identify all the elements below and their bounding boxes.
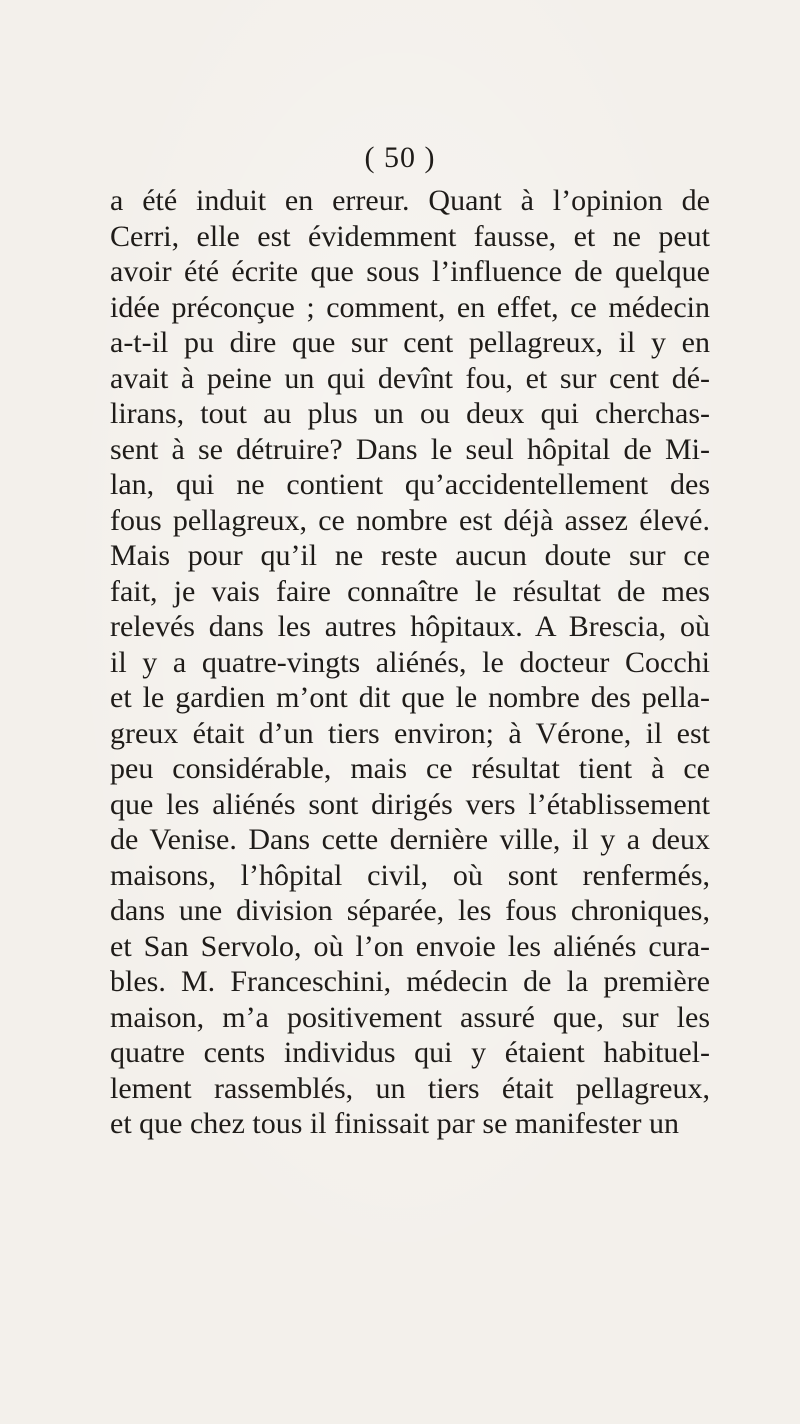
- text-line: quatre cents individus qui y étaient habituel-: [110, 1036, 710, 1069]
- text-line: avait à peine un qui devînt fou, et sur cent dé-: [110, 361, 710, 395]
- text-line: fous pellagreux, ce nombre est déjà assez élevé.: [110, 503, 710, 537]
- text-line: et le gardien m’ont dit que le nombre des pella-: [110, 681, 710, 714]
- text-line: de Venise. Dans cette dernière ville, il y a deux: [110, 823, 710, 856]
- text-line: dans une division séparée, les fous chroniques,: [110, 894, 710, 927]
- text-line: et que chez tous il finissait par se manifester un: [110, 1107, 679, 1140]
- text-line: fait, je vais faire connaître le résultat de mes: [110, 574, 710, 608]
- text-line: avoir été écrite que sous l’influence de quelque: [110, 255, 710, 288]
- text-line: lan, qui ne contient qu’accidentellement des: [110, 468, 710, 501]
- text-line: Cerri, elle est évidemment fausse, et ne peut: [110, 219, 710, 253]
- body-text: [110, 183, 710, 1142]
- text-line: bles. M. Franceschini, médecin de la première: [110, 965, 710, 998]
- text-line: idée préconçue ; comment, en effet, ce médecin: [110, 290, 710, 324]
- text-line: et San Servolo, où l’on envoie les aliénés cura-: [110, 929, 710, 963]
- text-line: Mais pour qu’il ne reste aucun doute sur ce: [110, 539, 710, 572]
- text-line: a été induit en erreur. Quant à l’opinion de: [110, 184, 710, 217]
- text-line: il y a quatre-vingts aliénés, le docteur Cocchi: [110, 645, 710, 679]
- text-line: que les aliénés sont dirigés vers l’établissement: [110, 787, 710, 821]
- text-line: lement rassemblés, un tiers était pellagreux,: [110, 1071, 710, 1105]
- text-line: peu considérable, mais ce résultat tient à ce: [110, 752, 710, 785]
- text-line: maison, m’a positivement assuré que, sur les: [110, 1000, 710, 1034]
- text-line: lirans, tout au plus un ou deux qui cherchas-: [110, 397, 710, 430]
- text-line: maisons, l’hôpital civil, où sont renfermés,: [110, 858, 710, 892]
- text-line: sent à se détruire? Dans le seul hôpital de Mi-: [110, 432, 710, 466]
- page-number: ( 50 ): [364, 141, 436, 174]
- text-line: relevés dans les autres hôpitaux. A Brescia, où: [110, 610, 710, 643]
- text-line: a-t-il pu dire que sur cent pellagreux, il y en: [110, 326, 710, 359]
- text-line: greux était d’un tiers environ; à Vérone, il est: [110, 716, 710, 750]
